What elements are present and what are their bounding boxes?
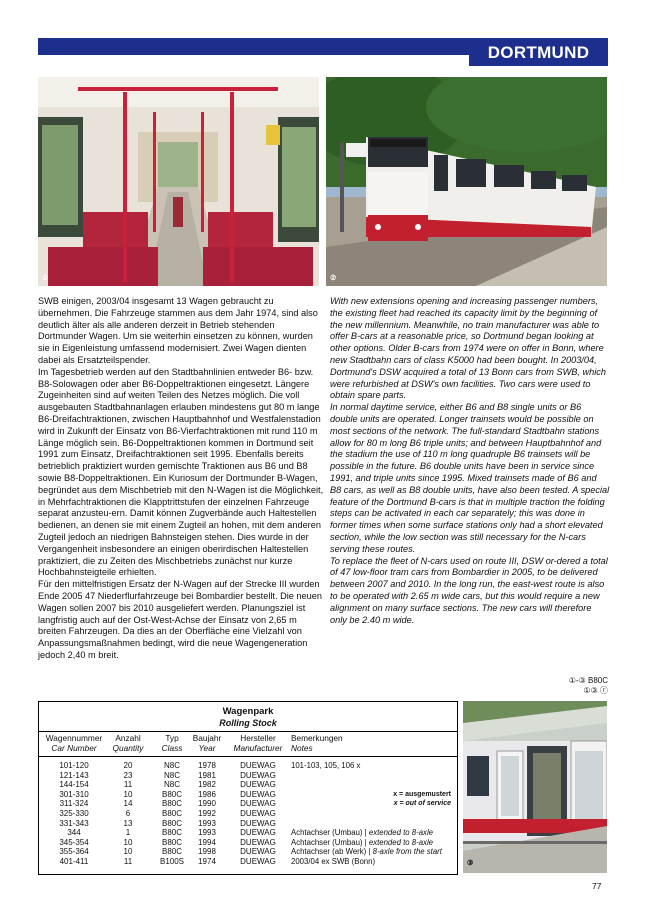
table-note: Achtachser (Umbau) | extended to 8-axle (291, 837, 434, 847)
rolling-stock-table (38, 701, 458, 875)
cell-quantity: 10 (123, 847, 133, 857)
cell-class: B80C (161, 818, 182, 828)
cell-manufacturer: DUEWAG (240, 780, 276, 790)
cell-year: 1982 (198, 780, 216, 790)
cell-manufacturer: DUEWAG (240, 857, 276, 866)
cell-manufacturer: DUEWAG (240, 770, 276, 780)
cell-manufacturer: DUEWAG (240, 799, 276, 809)
cell-year: 1998 (198, 847, 216, 857)
cell-class: B80C (161, 847, 182, 857)
english-paragraph: To replace the fleet of N-cars used on route III, DSW or-dered a total of 47 low-floor tram cars from Bombardier in 2005, to be delivered between 2007 and 2010. In the long run, the east-west route is also to be operated with 2.65 m wide cars, but this would require a new alignment on many surface sections. The new cars will therefore only be 2.40 m wide. (330, 555, 608, 625)
cell-quantity: 1 (125, 828, 131, 838)
cell-car-number: 121-143 (59, 770, 89, 780)
cell-car-number: 401-411 (59, 857, 89, 866)
cell-class: B80C (161, 828, 182, 838)
cell-car-number: 344 (67, 828, 81, 838)
german-text-column (38, 296, 324, 662)
cell-car-number: 301-310 (59, 789, 89, 799)
cell-class: N8C (163, 770, 180, 780)
cell-class: B80C (161, 799, 182, 809)
cell-manufacturer: DUEWAG (240, 837, 276, 847)
cell-manufacturer: DUEWAG (240, 789, 276, 799)
cell-manufacturer: DUEWAG (240, 828, 276, 838)
photo-credit-line: ①-③ B80C (568, 676, 608, 685)
german-paragraph: SWB einigen, 2003/04 insgesamt 13 Wagen gebraucht zu übernehmen. Die Fahrzeuge stammen aus dem Jahr 1974, sind also deutlich älter als alle anderen derzeit in Betrieb stehenden Dortmunder Wagen. Um sie weiterhin einsetzen zu können, wurden sie in Eigenleistung umfassend modernisiert. Zwei Wagen dienten dabei als Ersatzteilspender. (38, 296, 318, 365)
photo-number: ② (330, 275, 337, 282)
page-number: 77 (592, 881, 602, 891)
cell-car-number: 101-120 (59, 761, 89, 770)
cell-manufacturer: DUEWAG (240, 809, 276, 818)
cell-car-number: 311-324 (59, 799, 89, 809)
cell-class: N8C (163, 780, 180, 790)
table-title: Wagenpark (222, 706, 274, 717)
table-subtitle: Rolling Stock (219, 718, 277, 728)
cell-quantity: 20 (123, 761, 133, 770)
cell-year: 1978 (198, 761, 216, 770)
cell-year: 1990 (198, 799, 216, 809)
cell-quantity: 11 (123, 780, 133, 790)
table-note: 101-103, 105, 106 x (291, 761, 361, 770)
english-paragraph: In normal daytime service, either B6 and B8 single units or B6 double units are operated. Longer trainsets would be possible on most sections of the network. The full-standard Stadtbahn stations allow for 80 m long B6 triple units; and between Hauptbahnhof and the stadium the use of 110 m long quadruple B6 trainsets will be possible in the future. B6 double units have been in service since 1991, and triple units since 1995. Mixed trainsets made of B6 and B8 cars, as well as B8 double units, have also been tested. A special feature of the Dortmund B-cars is that in multiple traction the folding steps can be activated in each car separately; this was done in former times when some surface stations only had a short elevated section, while the low section was still necessary for the N-cars serving these routes. (330, 402, 610, 554)
cell-year: 1993 (198, 818, 216, 828)
table-legend: x = ausgemustert (393, 791, 451, 798)
cell-manufacturer: DUEWAG (240, 818, 276, 828)
cell-quantity: 10 (123, 837, 133, 847)
table-note: 2003/04 ex SWB (Bonn) (291, 856, 376, 866)
cell-car-number: 325-330 (59, 809, 89, 818)
cell-quantity: 6 (125, 809, 131, 818)
cell-class: N8C (163, 761, 180, 770)
cell-car-number: 345-354 (59, 837, 89, 847)
cell-class: B100S (159, 857, 185, 866)
cell-car-number: 355-364 (59, 847, 89, 857)
table-note: Achtachser (Umbau) | extended to 8-axle (291, 828, 434, 837)
cell-car-number: 144-154 (59, 780, 89, 790)
table-note: Achtachser (ab Werk) | 8-axle from the start (291, 847, 442, 857)
photo-credit (564, 676, 608, 696)
photo-tram-interior (38, 77, 319, 286)
english-paragraph: With new extensions opening and increasing passenger numbers, the existing fleet had reached its capacity limit by the beginning of the new millennium. Meanwhile, no train manufacturer was able to offer B-cars at a reasonable price, so Dortmund began looking at other options. Older B-cars from 1974 were on offer in Bonn, where new Stadtbahn cars of class K5000 had been bought. In 2003/04, Dortmund's DSW acquired a total of 13 Bonn cars from SWB, which were refurbished at DSW's own facilities. Two cars were used to obtain spare parts. (330, 296, 606, 401)
photo-tram-exterior (326, 77, 607, 286)
cell-class: B80C (161, 837, 182, 847)
cell-year: 1986 (198, 789, 216, 799)
table-divider (39, 756, 457, 757)
cell-manufacturer: DUEWAG (240, 847, 276, 857)
cell-year: 1981 (198, 770, 216, 780)
table-header-year: Baujahr Year (192, 733, 222, 753)
table-header-manufacturer: Hersteller Manufacturer (233, 733, 283, 753)
cell-quantity: 23 (123, 770, 133, 780)
table-header-notes: Bemerkungen Notes (291, 733, 343, 753)
cell-quantity: 10 (123, 789, 133, 799)
city-title: DORTMUND (469, 38, 608, 66)
cell-quantity: 11 (123, 857, 133, 866)
cell-year: 1994 (198, 837, 216, 847)
cell-year: 1974 (198, 857, 216, 866)
cell-manufacturer: DUEWAG (240, 761, 276, 770)
cell-car-number: 331-343 (59, 818, 89, 828)
table-divider (39, 731, 457, 732)
cell-year: 1992 (198, 809, 216, 818)
english-text-column (330, 296, 610, 626)
table-header-class: Typ Class (161, 733, 183, 753)
cell-quantity: 14 (123, 799, 133, 809)
photo-number: ① (42, 275, 49, 282)
german-paragraph: Für den mittelfristigen Ersatz der N-Wagen auf der Strecke III wurden Ende 2005 47 Niederflurfahrzeuge bei Bombardier bestellt. Die neuen Wagen sollen 2007 bis 2010 ausgeliefert werden. Planungsziel ist langfristig auch auf der Ost-West-Achse der Einsatz von 2,65 m breiten Fahrzeugen. Da dies an der Oberfläche eine Vielzahl von Anpassungsmaßnahmen bedingt, wird die neue Wagengeneration jedoch 2,40 m breit. (38, 579, 322, 660)
cell-class: B80C (161, 809, 182, 818)
table-header-quantity: Anzahl Quantity (112, 733, 144, 753)
cell-quantity: 13 (123, 818, 133, 828)
photo-number: ③ (467, 860, 474, 867)
photo-tram-platform (463, 701, 607, 873)
german-paragraph: Im Tagesbetrieb werden auf den Stadtbahnlinien entweder B6- bzw. B8-Solowagen oder aber B6-Doppeltraktionen eingesetzt. Längere Zugeinheiten sind auf weiten Teilen des Netzes möglich. Die voll ausgebauten Stadtbahnanlagen erlauben mindestens gut 80 m lange B6-Dreifachtraktionen, zwischen Hauptbahnhof und Westfalenstadion wird in Zukunft der Einsatz von B6-Vierfachtraktionen mit rund 110 m Länge möglich sein. B6-Doppeltraktionen kommen in Dortmund seit 1991 zum Einsatz, Dreifachtraktionen seit 1995. Ebenfalls bereits betrieblich praktiziert wurden gemischte Traktionen aus B6 und B8 sowie B8-Doppeltraktionen. Ein Kuriosum der Dortmunder B-Wagen, begründet aus dem Mischbetrieb mit den N-Wagen ist die Möglichkeit, in Mehrfachtraktionen die Klapptrittstufen der einzelnen Fahrzeuge separat anzusteu-ern. Damit können Zugverbände auch Haltestellen bedienen, an denen sie mit einem Zugteil an hohen, mit dem anderen Zugteil jedoch an niedrigen Bahnsteigen stehen. Dies wurde in der Vergangenheit insbesondere an einigen oberirdischen Haltestellen praktiziert, die zu Zeiten des Mischbetriebs zunächst nur kurze Hochbahnsteigteile erhielten. (38, 366, 324, 578)
photo-credit-line: ①③ ⓡ (583, 686, 608, 695)
table-legend: x = out of service (393, 800, 451, 807)
cell-year: 1993 (198, 828, 216, 838)
table-header-car-number: Wagennummer Car Number (45, 733, 103, 753)
cell-class: B80C (161, 789, 182, 799)
